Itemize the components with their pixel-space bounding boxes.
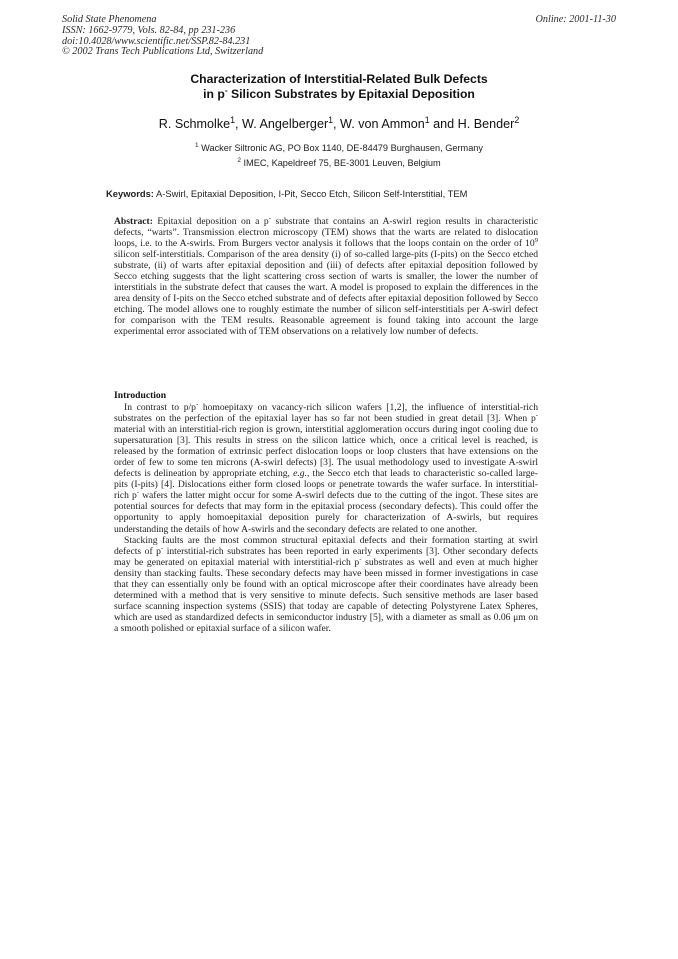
paragraph [114,535,538,634]
author-affiliation-mark: 2 [514,114,520,125]
affiliations [0,141,678,171]
author-affiliation-mark: 1 [328,114,334,125]
paragraph-text: wafers the latter might occur for some A-swirl defects due to the cutting of the ingot. These sites are potential sources for defects that may form in the epitaxial process (secondary defects). This could offer the opportunity to apply homoepitaxial deposition purely for characterization of A-swirls, but requires understanding the details of how A-swirls and the secondary defects are related to one another. [114,490,538,535]
section-heading-introduction: Introduction [114,390,167,401]
keywords [106,188,586,200]
superscript: - [136,489,140,497]
affiliation-1 [0,141,678,156]
paragraph-text: interstitial-rich substrates has been reported in early experiments [3]. Other secondary defects may be generated on epitaxial material with interstitial-rich p [114,545,538,568]
author-name: R. Schmolke [158,117,231,131]
abstract-label: Abstract: [114,216,153,227]
author-name: and H. Bender [429,117,515,131]
keywords-label: Keywords: [106,188,154,199]
abstract-superscript: 9 [534,236,538,244]
paragraph-text: substrates as well and even at much higher density than stacking faults. These secondary defects may have been missed in former investigations in case that they can essentially only be found with an optical microscope after their coordinates have already been determined with a method that is very sensitive to minute defects. Such sensitive methods are laser based surface scanning inspection systems (SSIS) that today are capable of detecting Polystyrene Latex Spheres, which are used as standardized defects in semiconductor industry [5], with a diameter as small as 0.06 μm on a smooth polished or epitaxial surface of a silicon wafer. [114,556,538,634]
issn-line: ISSN: 1662-9779, Vols. 82-84, pp 231-236 [62,24,236,36]
abstract-text: substrate that contains an A-swirl region results in characteristic defects, “warts”. Transmission electron microscopy (TEM) shows that the warts are related to dislocation loops, i.e. to the A-swirls. From Burgers vector analysis it follows that the loops contain on the order of 10 [114,216,538,250]
online-date: Online: 2001-11-30 [535,14,616,25]
author-affiliation-mark: 1 [424,114,430,125]
affiliation-mark: 2 [237,156,241,164]
abstract-text: Epitaxial deposition on a p [152,216,269,227]
author-name: , W. Angelberger [235,117,329,131]
journal-header [62,15,263,58]
affiliation-text: IMEC, Kapeldreef 75, BE-3001 Leuven, Belgium [243,158,441,168]
doi-line: doi:10.4028/www.scientific.net/SSP.82-84.231 [62,35,251,47]
copyright-line: © 2002 Trans Tech Publications Ltd, Switzerland [62,46,264,58]
title-line-2 [0,84,678,102]
paper-title [0,72,678,102]
affiliation-2 [0,156,678,171]
abstract [114,216,538,338]
journal-name: Solid State Phenomena [62,14,157,25]
affiliation-text: Wacker Siltronic AG, PO Box 1140, DE-84479 Burghausen, Germany [201,143,484,153]
superscript: - [160,544,164,552]
superscript: - [535,411,538,419]
abstract-text: silicon self-interstitials. Comparison of the area density (i) of so-called large-pits (I-pits) on the Secco etched substrate, (ii) of warts after epitaxial deposition and (iii) of defects after epitaxial deposition followed by Secco etching suggests that the light scattering cross section of warts is smaller, the lower the number of interstitials in the substrate defect that causes the wart. A model is proposed to explain the differences in the area density of I-pits on the Secco etched substrate and of defects after epitaxial deposition followed by Secco etching. The model allows one to roughly estimate the number of silicon self-interstitials per A-swirl defect for comparison with the TEM results. Reasonable agreement is found taking into account the large experimental error associated with of TEM observations on a relatively low number of defects. [114,249,538,338]
author-list [0,114,678,132]
superscript: - [195,400,199,408]
keywords-text: A-Swirl, Epitaxial Deposition, I-Pit, Secco Etch, Silicon Self-Interstitial, TEM [153,188,468,199]
author-name: , W. von Ammon [333,117,425,131]
title-text: in p [203,87,225,101]
paragraph-text: homoepitaxy on vacancy-rich silicon wafers [1,2], the influence of interstitial-rich substrates on the perfection of the epitaxial layer has so far not been studied in great detail [3]. When p [114,402,538,425]
paragraph-text: material with an interstitial-rich region is grown, interstitial agglomeration occurs during ingot cooling due to supersaturation [3]. This results in stress on the silicon lattice which, once a critical level is reached, is released by the formation of extrinsic perfect dislocation loops or loop clusters that have extensions on the order of few to some ten microns (A-swirl defects) [3]. The usual methodology used to investigate A-swirl defects is delineation by appropriate etching, [114,424,538,480]
affiliation-mark: 1 [194,141,199,149]
title-text: Silicon Substrates by Epitaxial Deposition [227,87,475,101]
introduction-body [114,402,538,634]
abstract-superscript: - [268,214,271,222]
paragraph [114,402,538,535]
superscript: - [359,555,362,563]
title-superscript: - [224,84,228,95]
author-affiliation-mark: 1 [230,114,236,125]
paragraph-text: , the Secco etch that leads to characteristic so-called large-pits (I-pits) [4]. Dislocations either form closed loops or penetrate towards the wafer surface. In interstitial-rich p [114,468,538,502]
paragraph-text: In contrast to p/p [124,402,196,413]
title-line-1: Characterization of Interstitial-Related Bulk Defects [190,72,488,86]
paragraph-text: Stacking faults are the most common structural epitaxial defects and their formation starting at swirl defects of p [114,534,538,557]
italic-text: e.g. [293,468,307,480]
